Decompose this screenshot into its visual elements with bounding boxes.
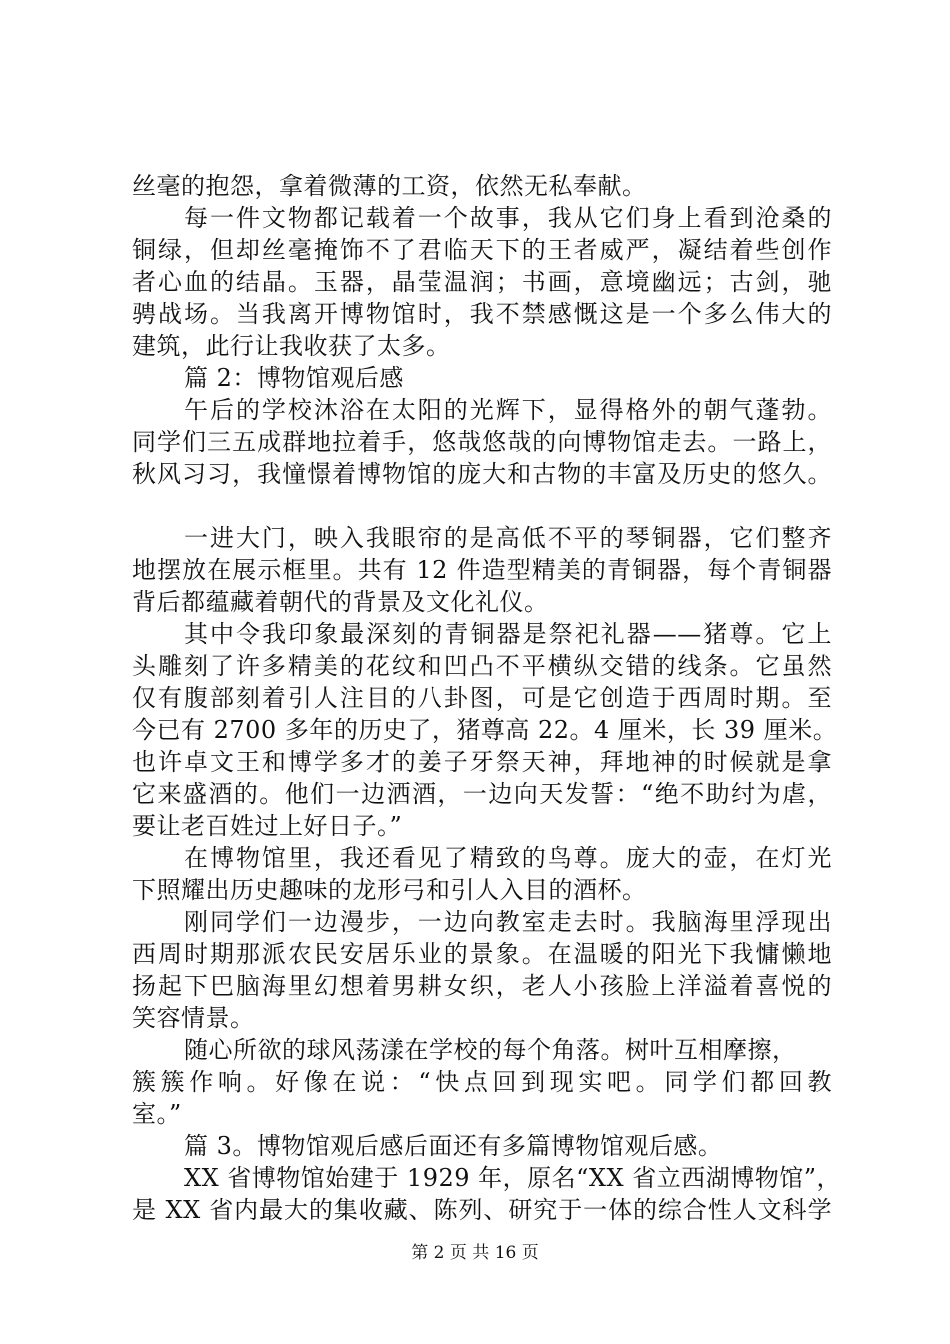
- text-line: 刚同学们一边漫步，一边向教室走去时。我脑海里浮现出: [184, 908, 832, 936]
- text-line: 笑容情景。: [132, 1004, 255, 1032]
- text-line: 地摆放在展示框里。共有 12 件造型精美的青铜器，每个青铜器: [132, 556, 832, 584]
- text-line: 也许卓文王和博学多才的姜子牙祭天神，拜地神的时候就是拿: [132, 748, 832, 776]
- text-line: XX 省博物馆始建于 1929 年，原名“XX 省立西湖博物馆”，: [184, 1164, 841, 1192]
- blank-line: [132, 490, 832, 522]
- document-body: [132, 170, 841, 1226]
- text-line: 扬起下巴脑海里幻想着男耕女织，老人小孩脸上洋溢着喜悦的: [132, 972, 832, 1000]
- text-line: 篇 2：博物馆观后感: [184, 364, 404, 392]
- text-line: 背后都蕴藏着朝代的背景及文化礼仪。: [132, 588, 549, 616]
- text-line: 它来盛酒的。他们一边洒酒，一边向天发誓：“绝不助纣为虐，: [132, 780, 832, 808]
- text-line: 其中令我印象最深刻的青铜器是祭祀礼器——猪尊。它上: [184, 620, 832, 648]
- text-line: 西周时期那派农民安居乐业的景象。在温暖的阳光下我慵懒地: [132, 940, 832, 968]
- text-line: 簇簇作响。好像在说：“快点回到现实吧。同学们都回教: [132, 1068, 832, 1096]
- text-line: 同学们三五成群地拉着手，悠哉悠哉的向博物馆走去。一路上，: [132, 428, 832, 456]
- text-line: 骋战场。当我离开博物馆时，我不禁感慨这是一个多么伟大的: [132, 300, 832, 328]
- text-line: 每一件文物都记载着一个故事，我从它们身上看到沧桑的: [184, 204, 832, 232]
- text-line: 今已有 2700 多年的历史了，猪尊高 22。4 厘米，长 39 厘米。: [132, 716, 838, 744]
- text-line: 铜绿，但却丝毫掩饰不了君临天下的王者威严，凝结着些创作: [132, 236, 832, 264]
- text-line: 下照耀出历史趣味的龙形弓和引人入目的酒杯。: [132, 876, 647, 904]
- page-footer: 第 2 页 共 16 页: [411, 1243, 539, 1263]
- text-line: 丝毫的抱怨，拿着微薄的工资，依然无私奉献。: [132, 172, 647, 200]
- text-line: 秋风习习，我憧憬着博物馆的庞大和古物的丰富及历史的悠久。: [132, 460, 832, 488]
- text-line: 头雕刻了许多精美的花纹和凹凸不平横纵交错的线条。它虽然: [132, 652, 832, 680]
- text-line: 在博物馆里，我还看见了精致的鸟尊。庞大的壶，在灯光: [184, 844, 832, 872]
- text-line: 者心血的结晶。玉器，晶莹温润；书画，意境幽远；古剑，驰: [132, 268, 832, 296]
- text-line: 室。”: [132, 1100, 182, 1128]
- text-line: 仅有腹部刻着引人注目的八卦图，可是它创造于西周时期。至: [132, 684, 832, 712]
- text-line: 建筑，此行让我收获了太多。: [132, 332, 451, 360]
- text-line: 篇 3。博物馆观后感后面还有多篇博物馆观后感。: [184, 1132, 723, 1160]
- text-line: 随心所欲的球风荡漾在学校的每个角落。树叶互相摩擦，: [184, 1036, 797, 1064]
- text-line: 午后的学校沐浴在太阳的光辉下，显得格外的朝气蓬勃。: [184, 396, 832, 424]
- text-line: 一进大门，映入我眼帘的是高低不平的琴铜器，它们整齐: [184, 524, 832, 552]
- text-line: 是 XX 省内最大的集收藏、陈列、研究于一体的综合性人文科学: [132, 1196, 832, 1224]
- text-line: 要让老百姓过上好日子。”: [132, 812, 403, 840]
